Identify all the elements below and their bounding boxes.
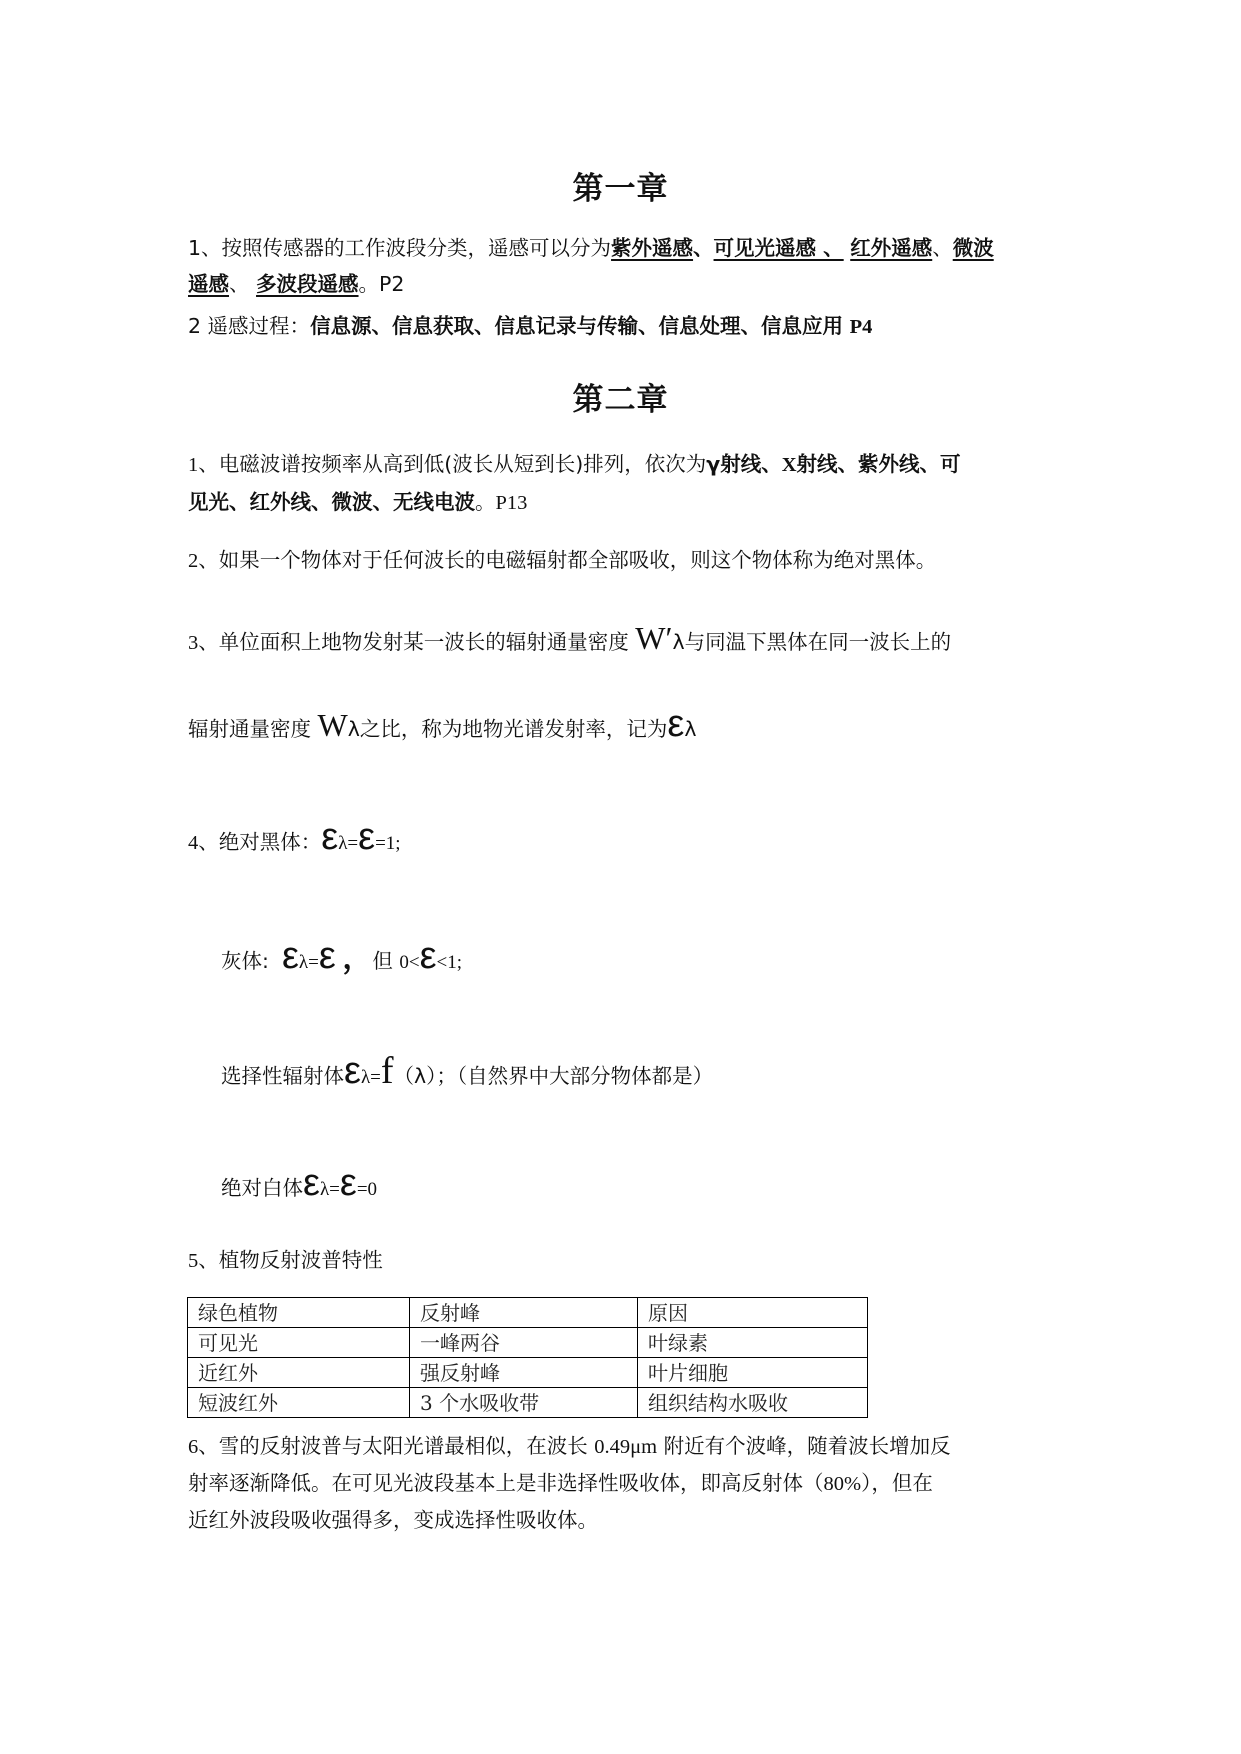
symbol-epsilon: ε [667,703,685,745]
symbol-epsilon: ε [321,816,339,858]
symbol-epsilon: ε [339,1162,357,1204]
ch2-item-3-line-2 [188,705,696,743]
separator: 、 [693,236,714,260]
table-header-cell: 原因 [638,1298,868,1328]
page-ref-p4: P4 [849,316,873,338]
text: 附近有个波峰，随着波长增加反 [663,1434,951,1458]
symbol-lambda: λ [347,717,360,741]
ch2-item-4-greybody [221,937,462,977]
item-number: 5 [188,1250,199,1272]
ch1-item-1-line-2 [188,270,404,298]
symbol-epsilon: ε [281,935,299,977]
ch2-item-4-whitebody [221,1164,377,1204]
symbol-epsilon: ε [303,1162,320,1204]
ch1-item-2-steps: 信息源、信息获取、信息记录与传输、信息处理、信息应用 [310,314,844,338]
table-cell: 强反射峰 [410,1358,638,1388]
symbol-w-prime: W′ [635,620,673,656]
text: 辐射通量密度 [188,717,311,741]
item-number: 4 [188,832,199,854]
gamma-ray: γ射线、 [706,452,782,476]
vegetation-reflectance-table [187,1297,868,1418]
ch2-item-1-line-2 [188,488,527,517]
text: 与同温下黑体在同一波长上的 [684,630,952,654]
ch2-item-4-blackbody [188,818,401,858]
table-cell: 短波红外 [188,1388,410,1418]
symbol-epsilon: ε [344,1050,361,1092]
wavelength-value: 0.49μm [594,1436,658,1458]
item-number: 6 [188,1436,199,1458]
keyword-ir-rs: 红外遥感 [850,236,933,260]
ch2-item-6-line-2 [188,1469,933,1498]
ch1-item-2-prefix: 2 遥感过程： [188,314,311,338]
item-number: 3 [188,632,199,654]
chapter-2-title: 第二章 [572,382,669,418]
function-f: f [380,1050,394,1092]
comma: ， [342,941,373,976]
upper-bound: <1; [436,952,463,973]
value-zero: =0 [356,1179,378,1200]
keyword-visible-rs: 可见光遥感 、 [713,236,844,260]
symbol-lambda: λ [672,630,685,654]
page-ref-p13: P13 [495,492,528,514]
ch1-item-2 [188,312,872,341]
text: 、单位面积上地物发射某一波长的辐射通量密度 [198,630,629,654]
table-cell: 3 个水吸收带 [410,1388,638,1418]
ch2-item-2 [188,546,936,575]
equals: = [329,1179,340,1200]
symbol-epsilon: ε [358,816,376,858]
page-ref-p2: P2 [379,272,405,296]
equals: = [370,1067,381,1088]
ch1-item-1-line-1 [188,234,994,262]
text: 之比，称为地物光谱发射率，记为 [359,717,668,741]
text: 射率逐渐降低。在可见光波段基本上是非选择性吸收体，即高反射体（ [188,1471,824,1495]
separator: 、 [229,272,250,296]
symbol-epsilon: ε [419,935,437,977]
table-header-cell: 绿色植物 [188,1298,410,1328]
blackbody-label: 、绝对黑体： [198,830,322,854]
item-number: 2 [188,550,199,572]
equals: = [347,833,359,854]
period: 。 [358,272,380,296]
ch2-item-5-title [188,1246,383,1275]
selective-radiator-label: 选择性辐射体 [221,1064,344,1088]
table-cell: 组织结构水吸收 [638,1388,868,1418]
value-one: =1; [375,833,401,854]
table-header-row [188,1298,868,1328]
symbol-lambda: λ [319,1179,330,1200]
table-cell: 叶绿素 [638,1328,868,1358]
chapter-1-title: 第一章 [572,171,669,207]
but-label: 但 [372,949,393,973]
table-row [188,1358,868,1388]
table-cell: 叶片细胞 [638,1358,868,1388]
keyword-microwave-rs-a: 微波 [952,236,994,260]
ch2-item-3-line-1 [188,620,952,657]
table-row [188,1328,868,1358]
text: 近红外波段吸收强得多，变成选择性吸收体。 [188,1508,598,1532]
x-ray-letter: X [781,454,797,476]
symbol-lambda: λ [360,1067,371,1088]
symbol-lambda: λ [684,717,697,741]
equals: = [308,952,319,973]
text: 、雪的反射波普与太阳光谱最相似，在波长 [198,1434,588,1458]
spectrum-list-part-2: 见光、红外线、微波、无线电波 [188,490,475,514]
table-cell: 一峰两谷 [410,1328,638,1358]
ch2-item-4-selective [221,1052,713,1092]
reflectance-percent: 80% [823,1473,862,1495]
period: 。 [475,490,496,514]
item-number: 1 [188,454,199,476]
table-cell: 可见光 [188,1328,410,1358]
selective-radiator-note: （λ）；（自然界中大部分物体都是） [393,1064,714,1088]
ch2-item-6-line-3 [188,1506,598,1534]
spectrum-list-part-1: 射线、紫外线、可 [796,452,961,476]
ch2-item-6-line-1 [188,1432,951,1461]
vegetation-spectrum-heading: 、植物反射波普特性 [198,1248,383,1272]
keyword-multiband-rs: 多波段遥感 [256,272,359,296]
blackbody-definition: 、如果一个物体对于任何波长的电磁辐射都全部吸收，则这个物体称为绝对黑体。 [198,548,937,572]
table-cell: 近红外 [188,1358,410,1388]
symbol-lambda: λ [298,952,309,973]
whitebody-label: 绝对白体 [221,1176,303,1200]
symbol-lambda: λ [338,833,348,854]
keyword-microwave-rs-b: 遥感 [188,272,229,296]
symbol-w: W [317,707,348,743]
ch1-item-1-prefix: 1、按照传感器的工作波段分类，遥感可以分为 [188,236,612,260]
separator: 、 [932,236,953,260]
greybody-label: 灰体: [221,949,269,973]
table-row [188,1388,868,1418]
symbol-epsilon: ε [318,935,336,977]
ch2-item-1-prefix: 、电磁波谱按频率从高到低(波长从短到长)排列，依次为 [198,452,707,476]
keyword-uv-rs: 紫外遥感 [611,236,694,260]
table-header-cell: 反射峰 [410,1298,638,1328]
text: ），但在 [861,1471,933,1495]
ch2-item-1-line-1 [188,450,961,479]
lower-bound: 0< [399,952,420,973]
